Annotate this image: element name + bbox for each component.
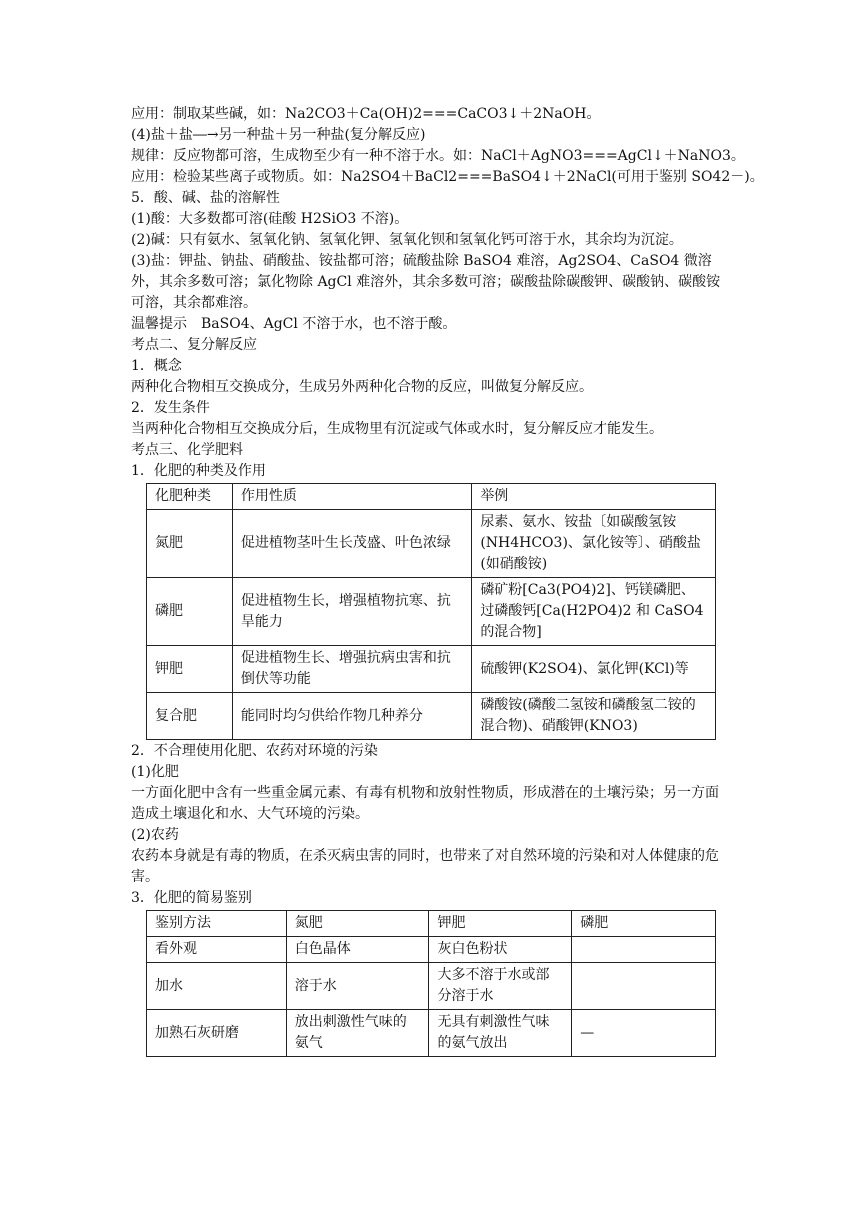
table-row	[147, 693, 716, 740]
table-row	[147, 646, 716, 693]
table-cell: 促进植物生长、增强抗病虫害和抗倒伏等功能	[232, 646, 471, 693]
text-line: 规律：反应物都可溶，生成物至少有一种不溶于水。如：NaCl＋AgNO3===AgCl↓＋NaNO3。	[131, 148, 745, 164]
subsection-heading: 3．化肥的简易鉴别	[131, 890, 252, 906]
table-header-cell: 作用性质	[232, 484, 471, 510]
table-header-cell: 氮肥	[286, 911, 429, 937]
text-line: (1)酸：大多数都可溶(硅酸 H2SiO3 不溶)。	[131, 211, 409, 227]
table-cell: 溶于水	[286, 963, 429, 1010]
text-line: (2)碱：只有氨水、氢氧化钠、氢氧化钾、氢氧化钡和氢氧化钙可溶于水，其余均为沉淀。	[131, 232, 683, 248]
table-cell: 复合肥	[147, 693, 233, 740]
table-cell: 促进植物生长，增强植物抗寒、抗旱能力	[232, 578, 471, 646]
text-line: 应用：检验某些离子或物质。如：Na2SO4＋BaCl2===BaSO4↓＋2NaCl(可用于鉴别 SO42－)。	[131, 169, 764, 185]
subsection-heading: 1．化肥的种类及作用	[131, 463, 266, 479]
table-cell: 灰白色粉状	[429, 937, 572, 963]
table-header-cell: 鉴别方法	[147, 911, 287, 937]
tip-line: 温馨提示 BaSO4、AgCl 不溶于水，也不溶于酸。	[131, 316, 457, 332]
table-cell: 硫酸钾(K2SO4)、氯化钾(KCl)等	[472, 646, 716, 693]
text-line: 当两种化合物相互交换成分后，生成物里有沉淀或气体或水时，复分解反应才能发生。	[131, 421, 663, 437]
table-cell: 白色晶体	[286, 937, 429, 963]
subsection-heading: (2)农药	[131, 827, 179, 843]
text-paragraph: 农药本身就是有毒的物质，在杀灭病虫害的同时，也带来了对自然环境的污染和对人体健康的危害。	[131, 848, 719, 885]
table-cell: 氮肥	[147, 510, 233, 578]
table-header-row	[147, 911, 716, 937]
table-header-cell: 钾肥	[429, 911, 572, 937]
table-header-cell: 磷肥	[572, 911, 716, 937]
table-cell	[572, 937, 716, 963]
table-header-cell: 举例	[472, 484, 716, 510]
table-cell: 磷肥	[147, 578, 233, 646]
table-cell: 放出刺激性气味的氨气	[286, 1010, 429, 1057]
fertilizer-identification-table	[146, 910, 716, 1057]
table-cell: 尿素、氨水、铵盐〔如碳酸氢铵(NH4HCO3)、氯化铵等〕、硝酸盐(如硝酸铵)	[472, 510, 716, 578]
table-cell	[572, 963, 716, 1010]
table-row	[147, 578, 716, 646]
document-content	[131, 104, 764, 1057]
text-line: (4)盐＋盐―→另一种盐＋另一种盐(复分解反应)	[131, 127, 426, 143]
table-cell: 无具有刺激性气味的氨气放出	[429, 1010, 572, 1057]
text-line: 应用：制取某些碱，如：Na2CO3＋Ca(OH)2===CaCO3↓＋2NaOH。	[131, 106, 601, 122]
table-header-row	[147, 484, 716, 510]
text-paragraph: (3)盐：钾盐、钠盐、硝酸盐、铵盐都可溶；硫酸盐除 BaSO4 难溶，Ag2SO4、CaSO4 微溶外，其余多数可溶；氯化物除 AgCl 难溶外，其余多数可溶；碳酸盐除碳酸钾、碳酸钠、碳酸铵可溶，其余都难溶。	[131, 253, 721, 311]
table-row	[147, 937, 716, 963]
table-cell: 促进植物茎叶生长茂盛、叶色浓绿	[232, 510, 471, 578]
table-header-cell: 化肥种类	[147, 484, 233, 510]
table-cell: 钾肥	[147, 646, 233, 693]
table-cell: 磷酸铵(磷酸二氢铵和磷酸氢二铵的混合物)、硝酸钾(KNO3)	[472, 693, 716, 740]
table-row	[147, 963, 716, 1010]
table-row	[147, 510, 716, 578]
subsection-heading: 1．概念	[131, 358, 182, 374]
section-heading: 5．酸、碱、盐的溶解性	[131, 190, 280, 206]
table-row	[147, 1010, 716, 1057]
fertilizer-types-table	[146, 483, 716, 740]
table-cell: 能同时均匀供给作物几种养分	[232, 693, 471, 740]
subsection-heading: 2．发生条件	[131, 400, 210, 416]
table-cell: 加熟石灰研磨	[147, 1010, 287, 1057]
table-cell: 磷矿粉[Ca3(PO4)2]、钙镁磷肥、过磷酸钙[Ca(H2PO4)2 和 CaSO4 的混合物]	[472, 578, 716, 646]
text-paragraph: 一方面化肥中含有一些重金属元素、有毒有机物和放射性物质，形成潜在的土壤污染；另一方面造成土壤退化和水、大气环境的污染。	[131, 785, 719, 822]
subsection-heading: (1)化肥	[131, 764, 179, 780]
table-cell: —	[572, 1010, 716, 1057]
table-cell: 大多不溶于水或部分溶于水	[429, 963, 572, 1010]
table-cell: 看外观	[147, 937, 287, 963]
table-cell: 加水	[147, 963, 287, 1010]
section-heading: 考点三、化学肥料	[131, 442, 243, 458]
subsection-heading: 2．不合理使用化肥、农药对环境的污染	[131, 743, 378, 759]
section-heading: 考点二、复分解反应	[131, 337, 257, 353]
text-line: 两种化合物相互交换成分，生成另外两种化合物的反应，叫做复分解反应。	[131, 379, 593, 395]
